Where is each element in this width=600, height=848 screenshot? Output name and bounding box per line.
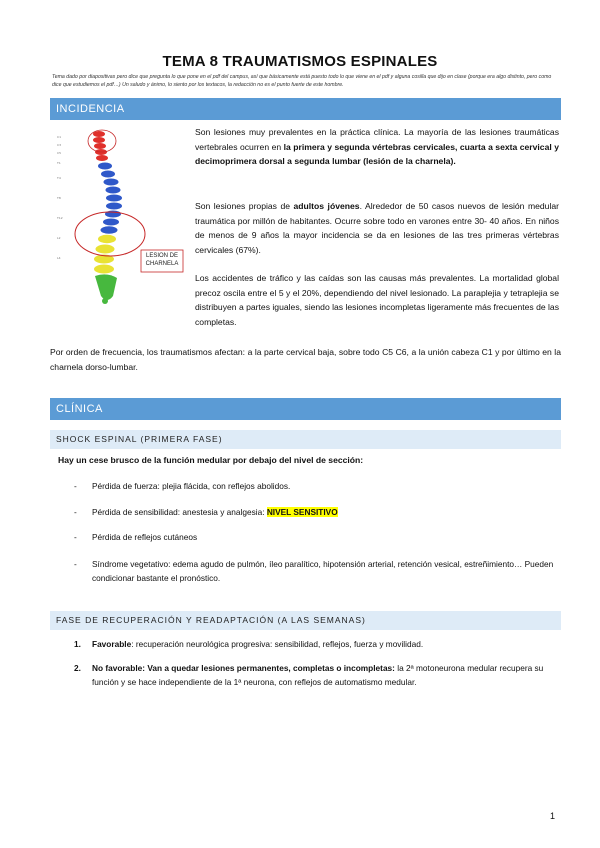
figure-label: LESION DE CHARNELA	[145, 253, 179, 267]
svg-text:T1: T1	[57, 161, 61, 165]
spine-figure	[55, 124, 185, 309]
incidencia-p3: Los accidentes de tráfico y las caídas son las causas más prevalentes. La mortalidad global precoz oscila entre el 5 y el 20%, dependiendo del nivel lesionado. La paraplejia y tetraplejia se distribuyen a partes iguales, siendo las lesiones incompletas ligeramente más frecuentes de las completas.	[195, 273, 560, 327]
svg-text:L4: L4	[57, 256, 61, 260]
svg-text:T8: T8	[57, 196, 61, 200]
svg-text:C3: C3	[57, 143, 62, 147]
highlight-nivel-sensitivo: NIVEL SENSITIVO	[266, 507, 338, 517]
page-title: TEMA 8 TRAUMATISMOS ESPINALES	[162, 53, 438, 70]
svg-text:C5: C5	[57, 151, 62, 155]
svg-text:C1: C1	[57, 135, 62, 139]
subsection-header-shock: SHOCK ESPINAL (PRIMERA FASE)	[50, 430, 561, 449]
incidencia-p2: Son lesiones propias de adultos jóvenes. Alrededor de 50 casos nuevos de lesión medular traumática por millón de habitantes. Ocurre sobre todo en varones entre 30- 40 años. En niños de menos de 9 años la mayor incidencia se da en lesiones de las tres primeras vértebras cervicales (67%).	[195, 201, 559, 255]
section-header-incidencia: INCIDENCIA	[50, 98, 561, 120]
incidencia-p1: Son lesiones muy prevalentes en la práctica clínica. La mayoría de las lesiones traumáticas vertebrales ocurren en la primera y segunda vértebras cervicales, cuarta a sexta cervical y decimoprimera dorsal a segunda lumbar (lesión de la charnela).	[195, 127, 559, 166]
svg-text:T12: T12	[57, 216, 63, 220]
shock-lead: Hay un cese brusco de la función medular por debajo del nivel de sección:	[58, 455, 364, 465]
subsection-header-recuperacion: FASE DE RECUPERACIÓN Y READAPTACIÓN (A LAS SEMANAS)	[50, 611, 561, 630]
page-number: 1	[549, 811, 555, 821]
svg-text:L2: L2	[57, 236, 61, 240]
svg-text:T4: T4	[57, 176, 61, 180]
intro-note: Tema dado por diapositivas pero dice que pregunta lo que pone en el pdf del campus, así que básicamente está puesto todo lo que viene en el pdf y alguna cosilla que dijo en clase (porque era algo distinto, pero como dice que estudiemos el pdf…) Un saludo y ánimo, lo siento por los textacos, la redacción no es el punto fuerte de este hombre.	[52, 74, 552, 88]
incidencia-p4: Por orden de frecuencia, los traumatismos afectan: a la parte cervical baja, sobre todo C5 C6, a la unión cabeza C1 y por último en la charnela dorso-lumbar.	[50, 347, 561, 372]
section-header-clinica: CLÍNICA	[50, 398, 561, 420]
